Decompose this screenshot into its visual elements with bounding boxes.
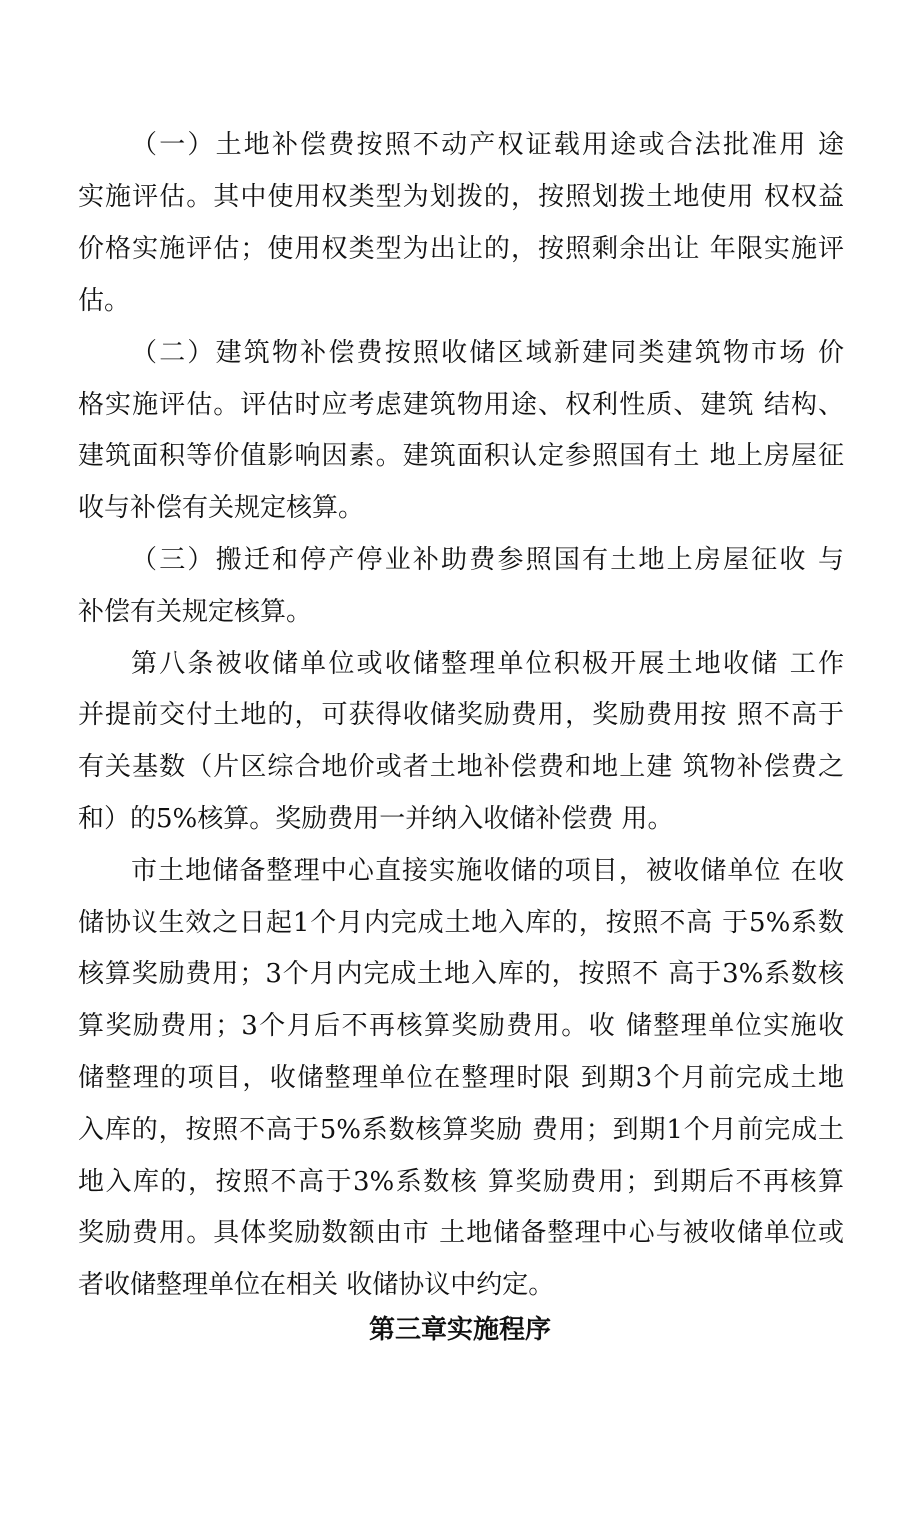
paragraph-line: 奖励费用。具体奖励数额由市 土地储备整理中心与被收储单位或 <box>78 1218 844 1248</box>
paragraph-line: 储整理的项目，收储整理单位在整理时限 到期3个月前完成土地 <box>78 1063 844 1093</box>
paragraph-line: 补偿有关规定核算。 <box>78 597 313 627</box>
paragraph-line: 估。 <box>78 286 131 316</box>
paragraph-line: 核算奖励费用；3个月内完成土地入库的，按照不 高于3%系数核 <box>78 959 844 989</box>
paragraph-line: 市土地储备整理中心直接实施收储的项目，被收储单位 在收 <box>131 856 844 886</box>
paragraph-line: 收与补偿有关规定核算。 <box>78 493 365 523</box>
paragraph-line: 建筑面积等价值影响因素。建筑面积认定参照国有土 地上房屋征 <box>78 441 844 471</box>
paragraph-line: 储协议生效之日起1个月内完成土地入库的，按照不高 于5%系数 <box>78 908 844 938</box>
paragraph-line: 者收储整理单位在相关 收储协议中约定。 <box>78 1270 555 1300</box>
paragraph-line: （一）土地补偿费按照不动产权证载用途或合法批准用 途 <box>131 130 844 160</box>
paragraph-line: 格实施评估。评估时应考虑建筑物用途、权利性质、建筑 结构、 <box>78 390 844 420</box>
paragraph-line: 并提前交付土地的，可获得收储奖励费用，奖励费用按 照不高于 <box>78 700 844 730</box>
paragraph-line: 和）的5%核算。奖励费用一并纳入收储补偿费 用。 <box>78 804 674 834</box>
paragraph-line: 实施评估。其中使用权类型为划拨的，按照划拨土地使用 权权益 <box>78 182 844 212</box>
paragraph-line: （三）搬迁和停产停业补助费参照国有土地上房屋征收 与 <box>131 545 844 575</box>
chapter-heading: 第三章实施程序 <box>368 1315 551 1345</box>
paragraph-line: 价格实施评估；使用权类型为出让的，按照剩余出让 年限实施评 <box>78 234 844 264</box>
paragraph-line: 第八条被收储单位或收储整理单位积极开展土地收储 工作 <box>131 649 844 679</box>
paragraph-line: 入库的，按照不高于5%系数核算奖励 费用；到期1个月前完成土 <box>78 1115 844 1145</box>
paragraph-line: 算奖励费用；3个月后不再核算奖励费用。收 储整理单位实施收 <box>78 1011 844 1041</box>
paragraph-line: （二）建筑物补偿费按照收储区域新建同类建筑物市场 价 <box>131 338 844 368</box>
paragraph-line: 地入库的，按照不高于3%系数核 算奖励费用；到期后不再核算 <box>78 1167 844 1197</box>
paragraph-line: 有关基数（片区综合地价或者土地补偿费和地上建 筑物补偿费之 <box>78 752 844 782</box>
